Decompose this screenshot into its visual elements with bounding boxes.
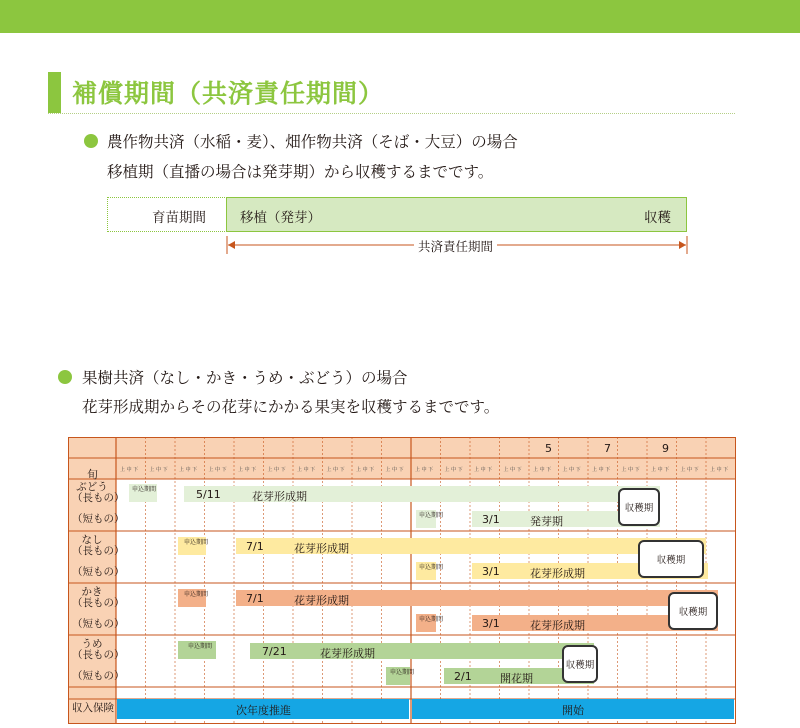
ume-long-bar [250, 643, 594, 659]
rice-description: 移植期（直播の場合は発芽期）から収穫するまでです。 [107, 163, 494, 181]
grape-long-date: 5/11 [196, 488, 221, 501]
bullet-icon [84, 134, 98, 148]
dekad-label: 上 中 下 [208, 467, 227, 473]
insurance-label: 収入保険 [72, 702, 114, 714]
rice-heading: 農作物共済（水稲・麦）、畑作物共済（そば・大豆）の場合 [107, 133, 518, 151]
ume-long-date: 7/21 [262, 645, 287, 658]
dekad-label: 上 中 下 [238, 467, 257, 473]
dekad-label: 上 中 下 [651, 467, 670, 473]
apply-label: 申込期間 [184, 539, 209, 546]
apply-label: 申込期間 [184, 591, 209, 598]
pear-long-date: 7/1 [246, 540, 264, 553]
dekad-label: 上 中 下 [533, 467, 552, 473]
dekad-label: 上 中 下 [474, 467, 493, 473]
dekad-label: 上 中 下 [680, 467, 699, 473]
dekad-label: 上 中 下 [710, 467, 729, 473]
variety-short: （短もの） [72, 618, 125, 630]
variety-short: （短もの） [72, 513, 125, 525]
apply-label: 申込期間 [419, 512, 444, 519]
apply-label: 申込期間 [188, 643, 213, 650]
fruit-heading: 果樹共済（なし・かき・うめ・ぶどう）の場合 [82, 369, 408, 387]
seedling-label: 育苗期間 [152, 210, 206, 226]
pear-short-stage: 花芽形成期 [530, 567, 585, 580]
dekad-label: 上 中 下 [149, 467, 168, 473]
next-year-label: 次年度推進 [236, 704, 291, 717]
start-label: 開始 [562, 704, 584, 717]
variety-short: （短もの） [72, 566, 125, 578]
persimmon-harvest-box: 収穫期 [668, 592, 718, 630]
dekad-label: 上 中 下 [356, 467, 375, 473]
pear-long-stage: 花芽形成期 [294, 542, 349, 555]
fruit-description: 花芽形成期からその花芽にかかる果実を収穫するまでです。 [82, 398, 500, 416]
crop-grape: ぶどう （長もの） [72, 481, 125, 504]
xun-header: 旬 [87, 468, 98, 481]
grape-long-stage: 花芽形成期 [252, 490, 307, 503]
dekad-label: 上 中 下 [621, 467, 640, 473]
ume-short-date: 2/1 [454, 670, 472, 683]
dekad-label: 上 中 下 [326, 467, 345, 473]
end-label: 収穫 [644, 210, 671, 226]
start-label: 移植（発芽） [240, 210, 321, 226]
crop-ume: うめ （長もの） [72, 638, 125, 661]
grape-short-date: 3/1 [482, 513, 500, 526]
persimmon-short-stage: 花芽形成期 [530, 619, 585, 632]
dekad-label: 上 中 下 [120, 467, 139, 473]
persimmon-long-date: 7/1 [246, 592, 264, 605]
ume-short-stage: 開花期 [500, 672, 533, 685]
period-label: 共済責任期間 [414, 237, 497, 255]
section-title: 補償期間（共済責任期間） [72, 79, 385, 108]
month-5: 5 [545, 442, 552, 455]
pear-harvest-box: 収穫期 [638, 540, 704, 578]
grape-harvest-box: 収穫期 [618, 488, 660, 526]
bullet-icon [58, 370, 72, 384]
variety-short: （短もの） [72, 670, 125, 682]
month-9: 9 [662, 442, 669, 455]
dekad-label: 上 中 下 [415, 467, 434, 473]
crop-pear: なし （長もの） [72, 534, 125, 557]
crop-persimmon: かき （長もの） [72, 586, 125, 609]
apply-label: 申込期間 [419, 616, 444, 623]
heading-divider [48, 113, 735, 114]
ume-harvest-box: 収穫期 [562, 645, 598, 683]
dekad-label: 上 中 下 [562, 467, 581, 473]
grape-short-stage: 発芽期 [530, 515, 563, 528]
dekad-label: 上 中 下 [179, 467, 198, 473]
dekad-label: 上 中 下 [503, 467, 522, 473]
apply-label: 申込期間 [419, 564, 444, 571]
apply-label: 申込期間 [390, 669, 415, 676]
dekad-label: 上 中 下 [267, 467, 286, 473]
dekad-label: 上 中 下 [297, 467, 316, 473]
month-7: 7 [604, 442, 611, 455]
pear-short-date: 3/1 [482, 565, 500, 578]
dekad-label: 上 中 下 [385, 467, 404, 473]
persimmon-short-date: 3/1 [482, 617, 500, 630]
dekad-label: 上 中 下 [444, 467, 463, 473]
persimmon-long-stage: 花芽形成期 [294, 594, 349, 607]
apply-label: 申込期間 [132, 486, 157, 493]
ume-long-stage: 花芽形成期 [320, 647, 375, 660]
dekad-label: 上 中 下 [592, 467, 611, 473]
heading-marker [48, 72, 61, 113]
top-banner [0, 0, 800, 33]
